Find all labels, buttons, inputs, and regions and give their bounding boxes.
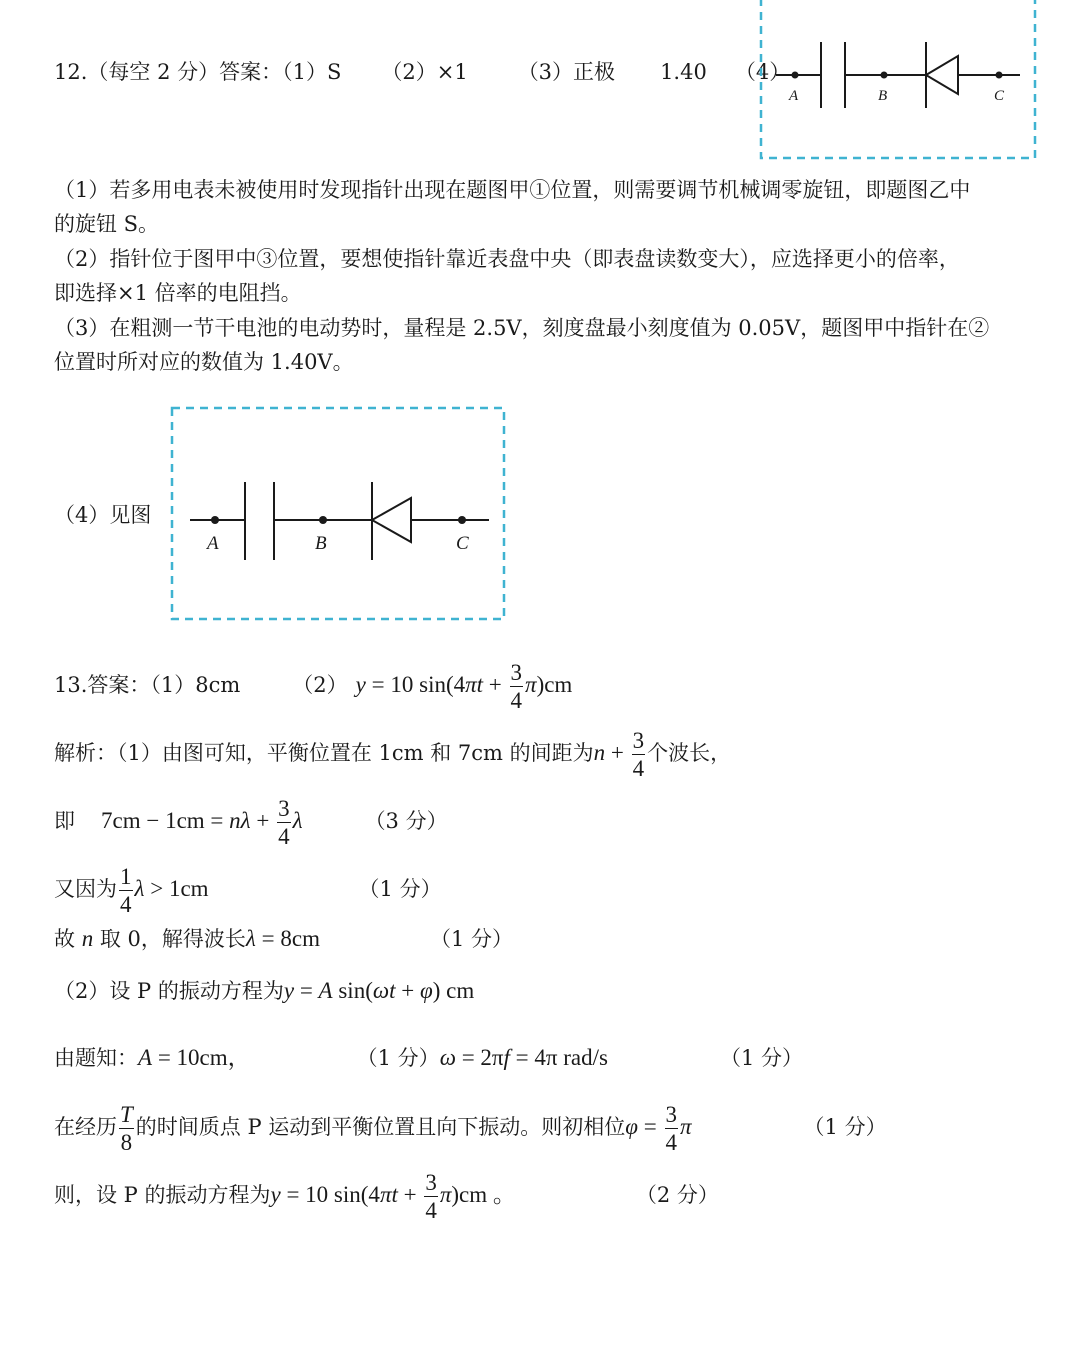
fraction-3-4: $\frac{3}{4}$ [278, 796, 290, 850]
label-c: C [994, 88, 1005, 104]
label-a: A [207, 533, 219, 554]
node-c [458, 516, 466, 524]
dashed-frame [172, 408, 504, 619]
node-a [792, 72, 799, 79]
fraction-3-4: $\frac{3}{4}$ [632, 728, 645, 782]
q12-answer-4: （4） [734, 60, 791, 84]
label-b: B [878, 88, 888, 104]
label-b: B [315, 533, 327, 554]
q13-conclusion-1: 故 n 取 0，解得波长λ = 8cm （1 分） [54, 926, 514, 951]
q13-analysis-1: 解析：（1）由图可知，平衡位置在 1cm 和 7cm 的间距为n + $\frac{3}{4}$ 个波长， [54, 728, 732, 782]
q12-answer-3: （3）正极 [517, 60, 616, 84]
q13-part2-setup: （2）设 P 的振动方程为y = A sin(ωt + φ) cm [54, 978, 475, 1003]
q12-explain-1b: 的旋钮 S。 [54, 212, 160, 236]
label-a: A [789, 88, 799, 104]
label-c: C [456, 533, 469, 554]
diode-triangle [926, 56, 958, 94]
q13-final-equation: 则，设 P 的振动方程为y = 10 sin(4πt + $\frac{3}{4}$ π)cm 。 （2 分） [54, 1170, 719, 1224]
node-b [319, 516, 327, 524]
fraction-t-8: $\frac{T}{8}$ [120, 1102, 133, 1156]
fraction-1-4: $\frac{1}{4}$ [120, 864, 132, 918]
circuit-diagram-top [758, 0, 1038, 162]
node-a [211, 516, 219, 524]
q12-answer-3b: 1.40 [660, 60, 707, 84]
q12-see-figure: （4）见图 [54, 503, 152, 527]
q13-initial-phase: 在经历 $\frac{T}{8}$ 的时间质点 P 运动到平衡位置且向下振动。则初相位φ = $\frac{3}{4}$ π （1 分） [54, 1102, 887, 1156]
q13-header: 13.答案：（1）8cm [54, 673, 241, 697]
q12-explain-3a: （3）在粗测一节干电池的电动势时，量程是 2.5V，刻度盘最小刻度值为 0.05V，题图甲中指针在② [54, 316, 990, 340]
q12-explain-2b: 即选择×1 倍率的电阻挡。 [54, 281, 302, 305]
q12-explain-2a: （2）指针位于图甲中③位置，要想使指针靠近表盘中央（即表盘读数变大），应选择更小的倍率， [54, 247, 960, 271]
q12-answer-2: （2）×1 [381, 60, 468, 84]
q12-explain-3b: 位置时所对应的数值为 1.40V。 [54, 350, 354, 374]
fraction-3-4: $\frac{3}{4}$ [665, 1102, 677, 1156]
node-b [881, 72, 888, 79]
q12-header: 12.（每空 2 分）答案：（1）S [54, 60, 342, 84]
diode-triangle [372, 498, 411, 542]
dashed-frame [761, 0, 1035, 158]
fraction-3-4: $\frac{3}{4}$ [425, 1170, 437, 1224]
q12-answer-line [54, 57, 790, 87]
q13-answer-2: （2） [292, 673, 348, 697]
q13-given: 由题知：A = 10cm， （1 分）ω = 2πf = 4π rad/s （1 分） [54, 1045, 804, 1070]
q12-explain-1a: （1）若多用电表未被使用时发现指针出现在题图甲①位置，则需要调节机械调零旋钮，即题图乙中 [54, 178, 971, 202]
q13-equation: y = 10 sin(4πt + $\frac{3}{4}$ π)cm [355, 660, 573, 714]
circuit-diagram-middle [168, 404, 510, 624]
node-c [996, 72, 1003, 79]
q13-equation-ji: 即 7cm − 1cm = nλ + $\frac{3}{4}$ λ （3 分） [54, 796, 448, 850]
fraction-3-4: $\frac{3}{4}$ [510, 660, 523, 714]
q13-answer-line [54, 655, 572, 715]
q13-condition: 又因为 $\frac{1}{4}$ λ > 1cm （1 分） [54, 864, 442, 918]
